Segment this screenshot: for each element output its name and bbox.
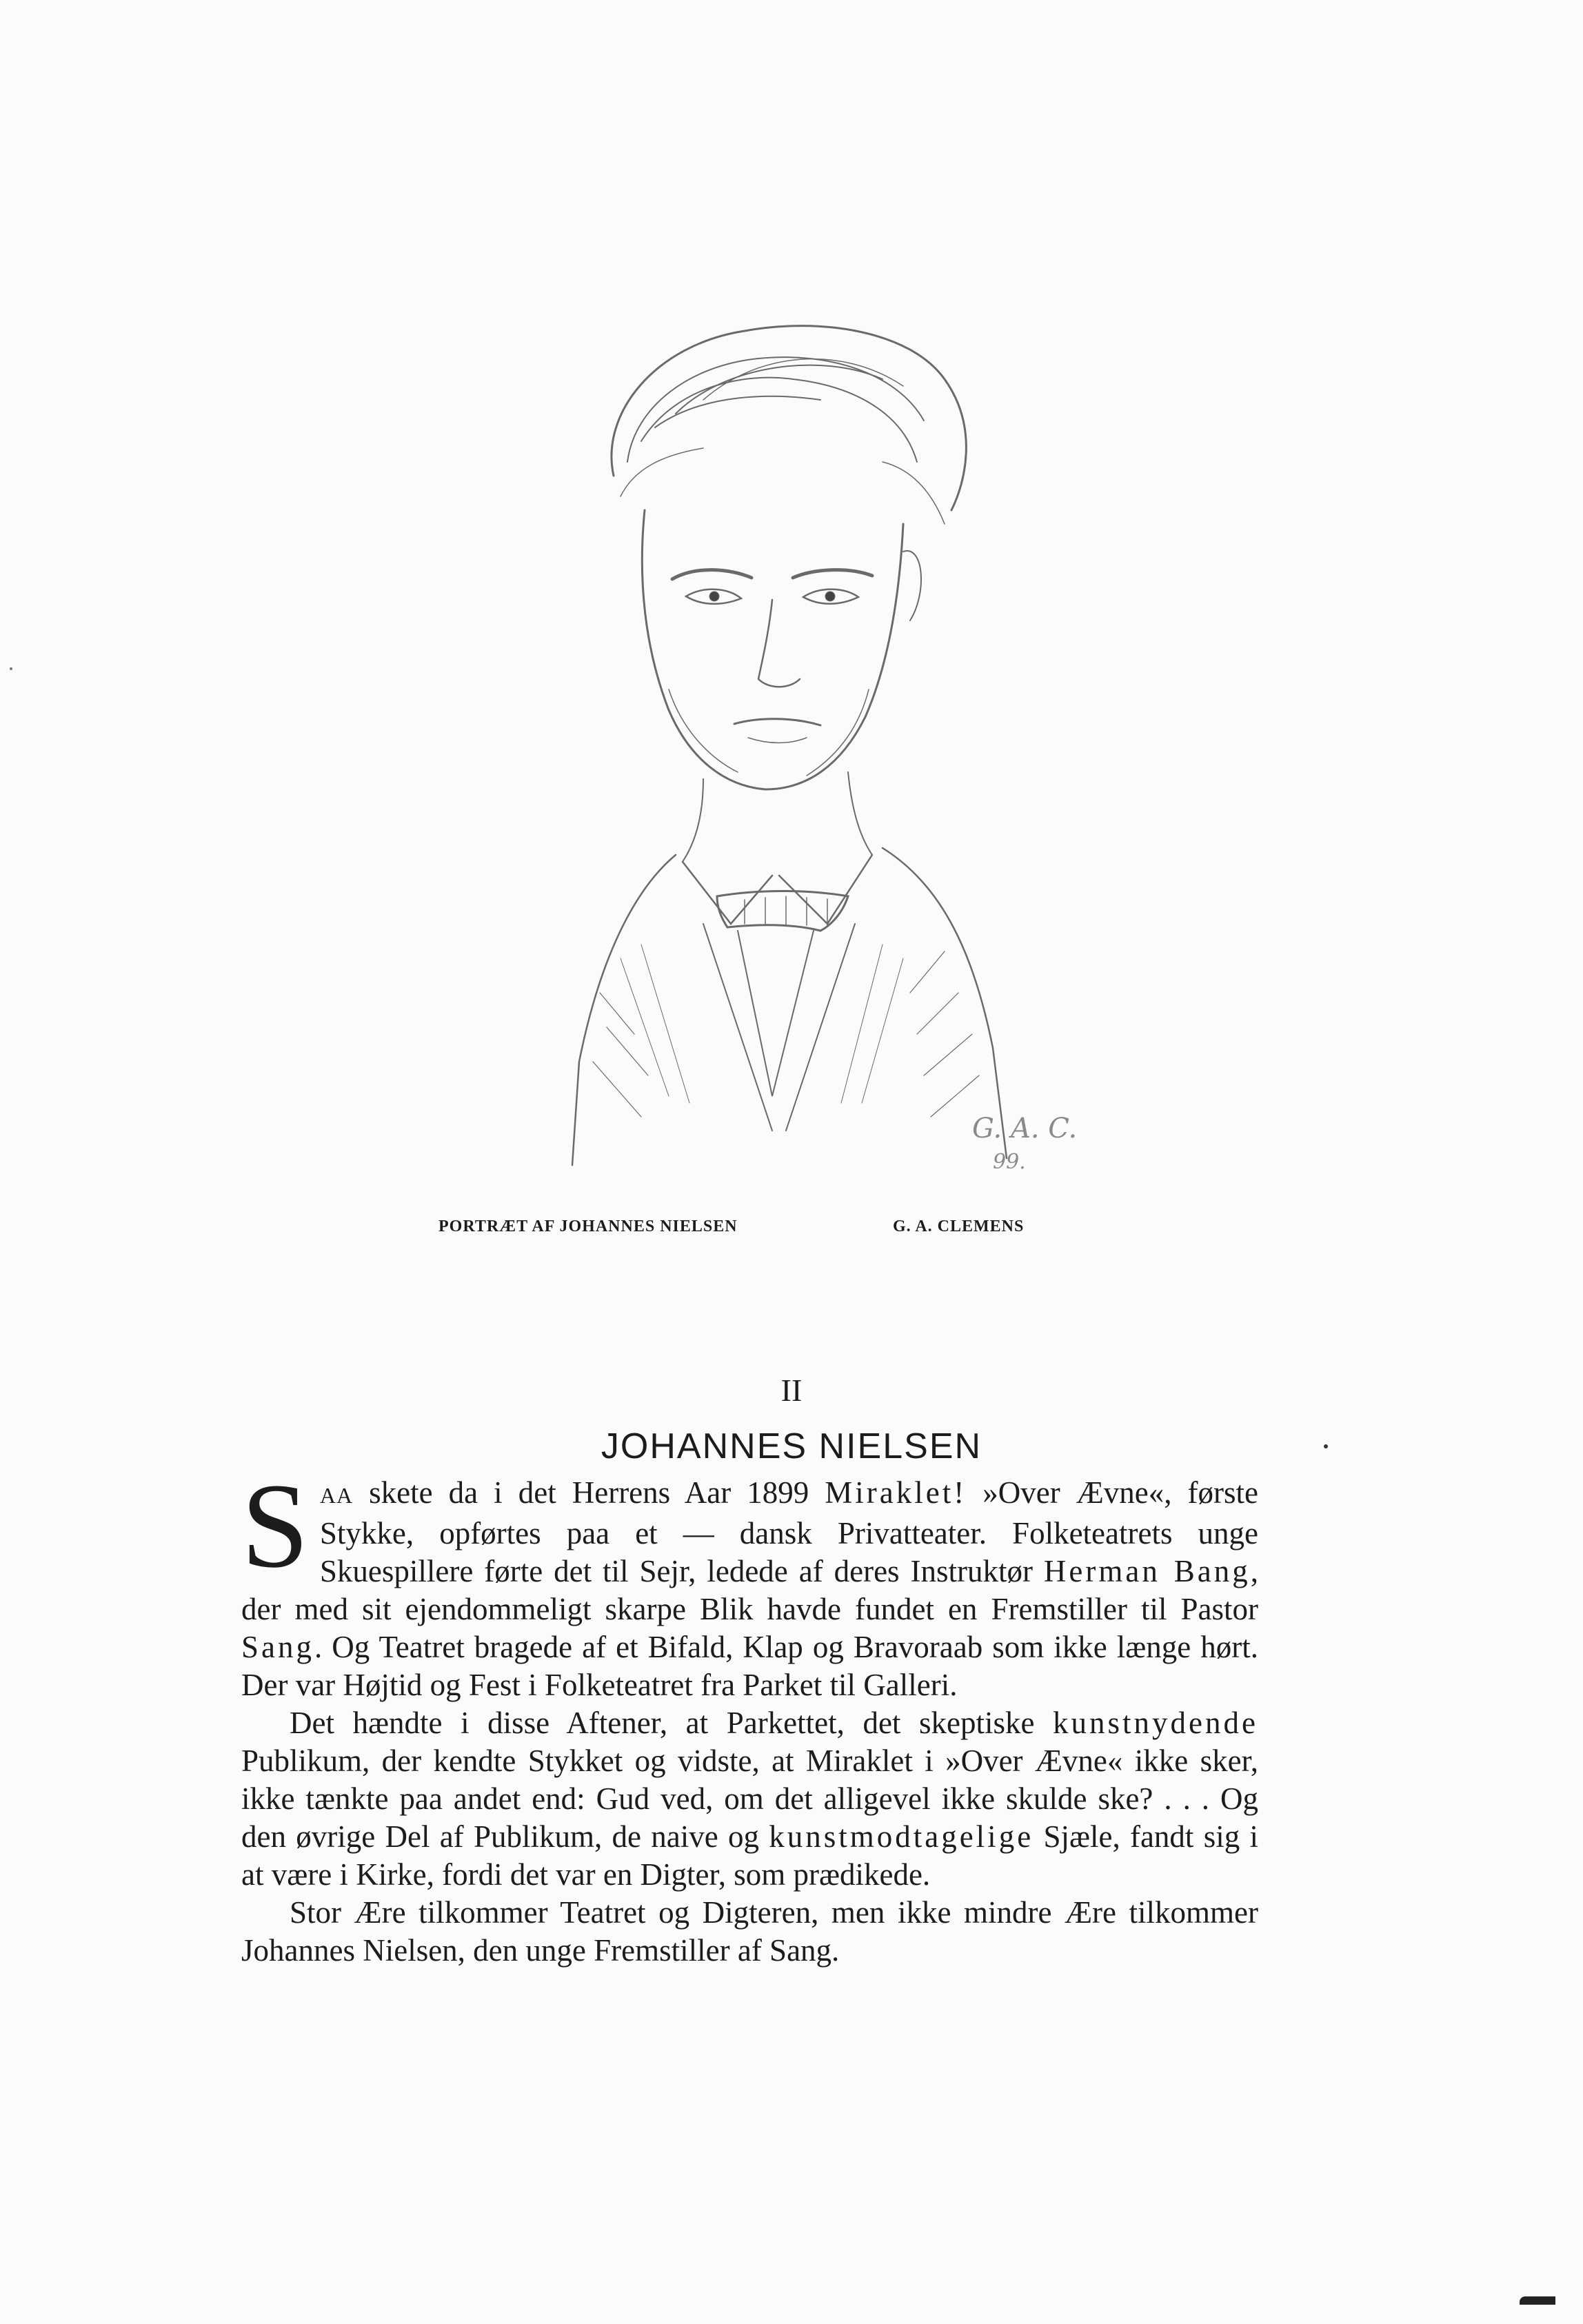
ink-speck [10, 667, 12, 670]
p1-emphasis-miraklet: Miraklet! [825, 1475, 967, 1510]
body-text [241, 1459, 1259, 1970]
paragraph-3: Stor Ære tilkommer Teatret og Digteren, men ikke mindre Ære tilkommer Johannes Nielsen, den unge Fremstiller af Sang. [241, 1895, 1258, 1968]
portrait-illustration [496, 303, 1082, 1220]
ink-speck [1324, 1444, 1328, 1448]
portrait-sketch [496, 303, 1082, 1220]
p1-text-c: »Over Ævne«, første Stykke, opførtes paa et — dansk Privatteater. Folketeatrets unge Skuespillere førte det til Sejr, ledede af deres Instruktør [319, 1475, 1259, 1588]
p1-text-a: skete da i det Herrens Aar 1899 [353, 1475, 825, 1510]
artist-credit: G. A. CLEMENS [893, 1217, 1025, 1235]
signature-year: 99. [993, 1150, 1026, 1174]
p2-text-c: Publikum, der kendte Stykket og vidste, at Miraklet i »Over Ævne« ikke sker, ikke tænkte paa andet end: Gud ved, om det alligevel ikke skulde ske? . . . Og den øvrige Del af Publikum, de naive og [241, 1744, 1258, 1854]
p2-text-a: Det hændte i disse Aftener, at Parkettet, det skeptiske [290, 1706, 1053, 1740]
drop-cap: S [241, 1459, 309, 1593]
p1-emphasis-sang: Sang [241, 1630, 314, 1664]
p2-text-e: Sjæle, fandt sig i at være i Kirke, fordi det var en Digter, som prædikede. [241, 1819, 1258, 1892]
p2-emphasis-kunstnydende: kunstnydende [1053, 1706, 1258, 1740]
signature-initials: G. A. C. [972, 1113, 1078, 1144]
paragraph-2 [241, 1704, 1258, 1894]
portrait-caption: PORTRÆT AF JOHANNES NIELSEN [438, 1217, 738, 1235]
chapter-number: II [780, 1373, 803, 1408]
chapter-title: JOHANNES NIELSEN [601, 1426, 982, 1466]
smallcaps-opening: AA [319, 1483, 354, 1508]
paragraph-1 [241, 1459, 1259, 1704]
p1-emphasis-herman-bang: Herman Bang [1043, 1554, 1251, 1588]
p1-text-e: , der med sit ejendommeligt skarpe Blik havde fundet en Fremstiller til Pastor [241, 1554, 1258, 1626]
p1-text-g: . Og Teatret bragede af et Bifald, Klap og Bravoraab som ikke længe hørt. Der var Højtid og Fest i Folketeatret fra Parket til Galleri. [241, 1630, 1258, 1702]
corner-mark [1520, 2296, 1555, 2305]
p2-emphasis-kunstmodtagelige: kunstmodtagelige [769, 1819, 1034, 1854]
